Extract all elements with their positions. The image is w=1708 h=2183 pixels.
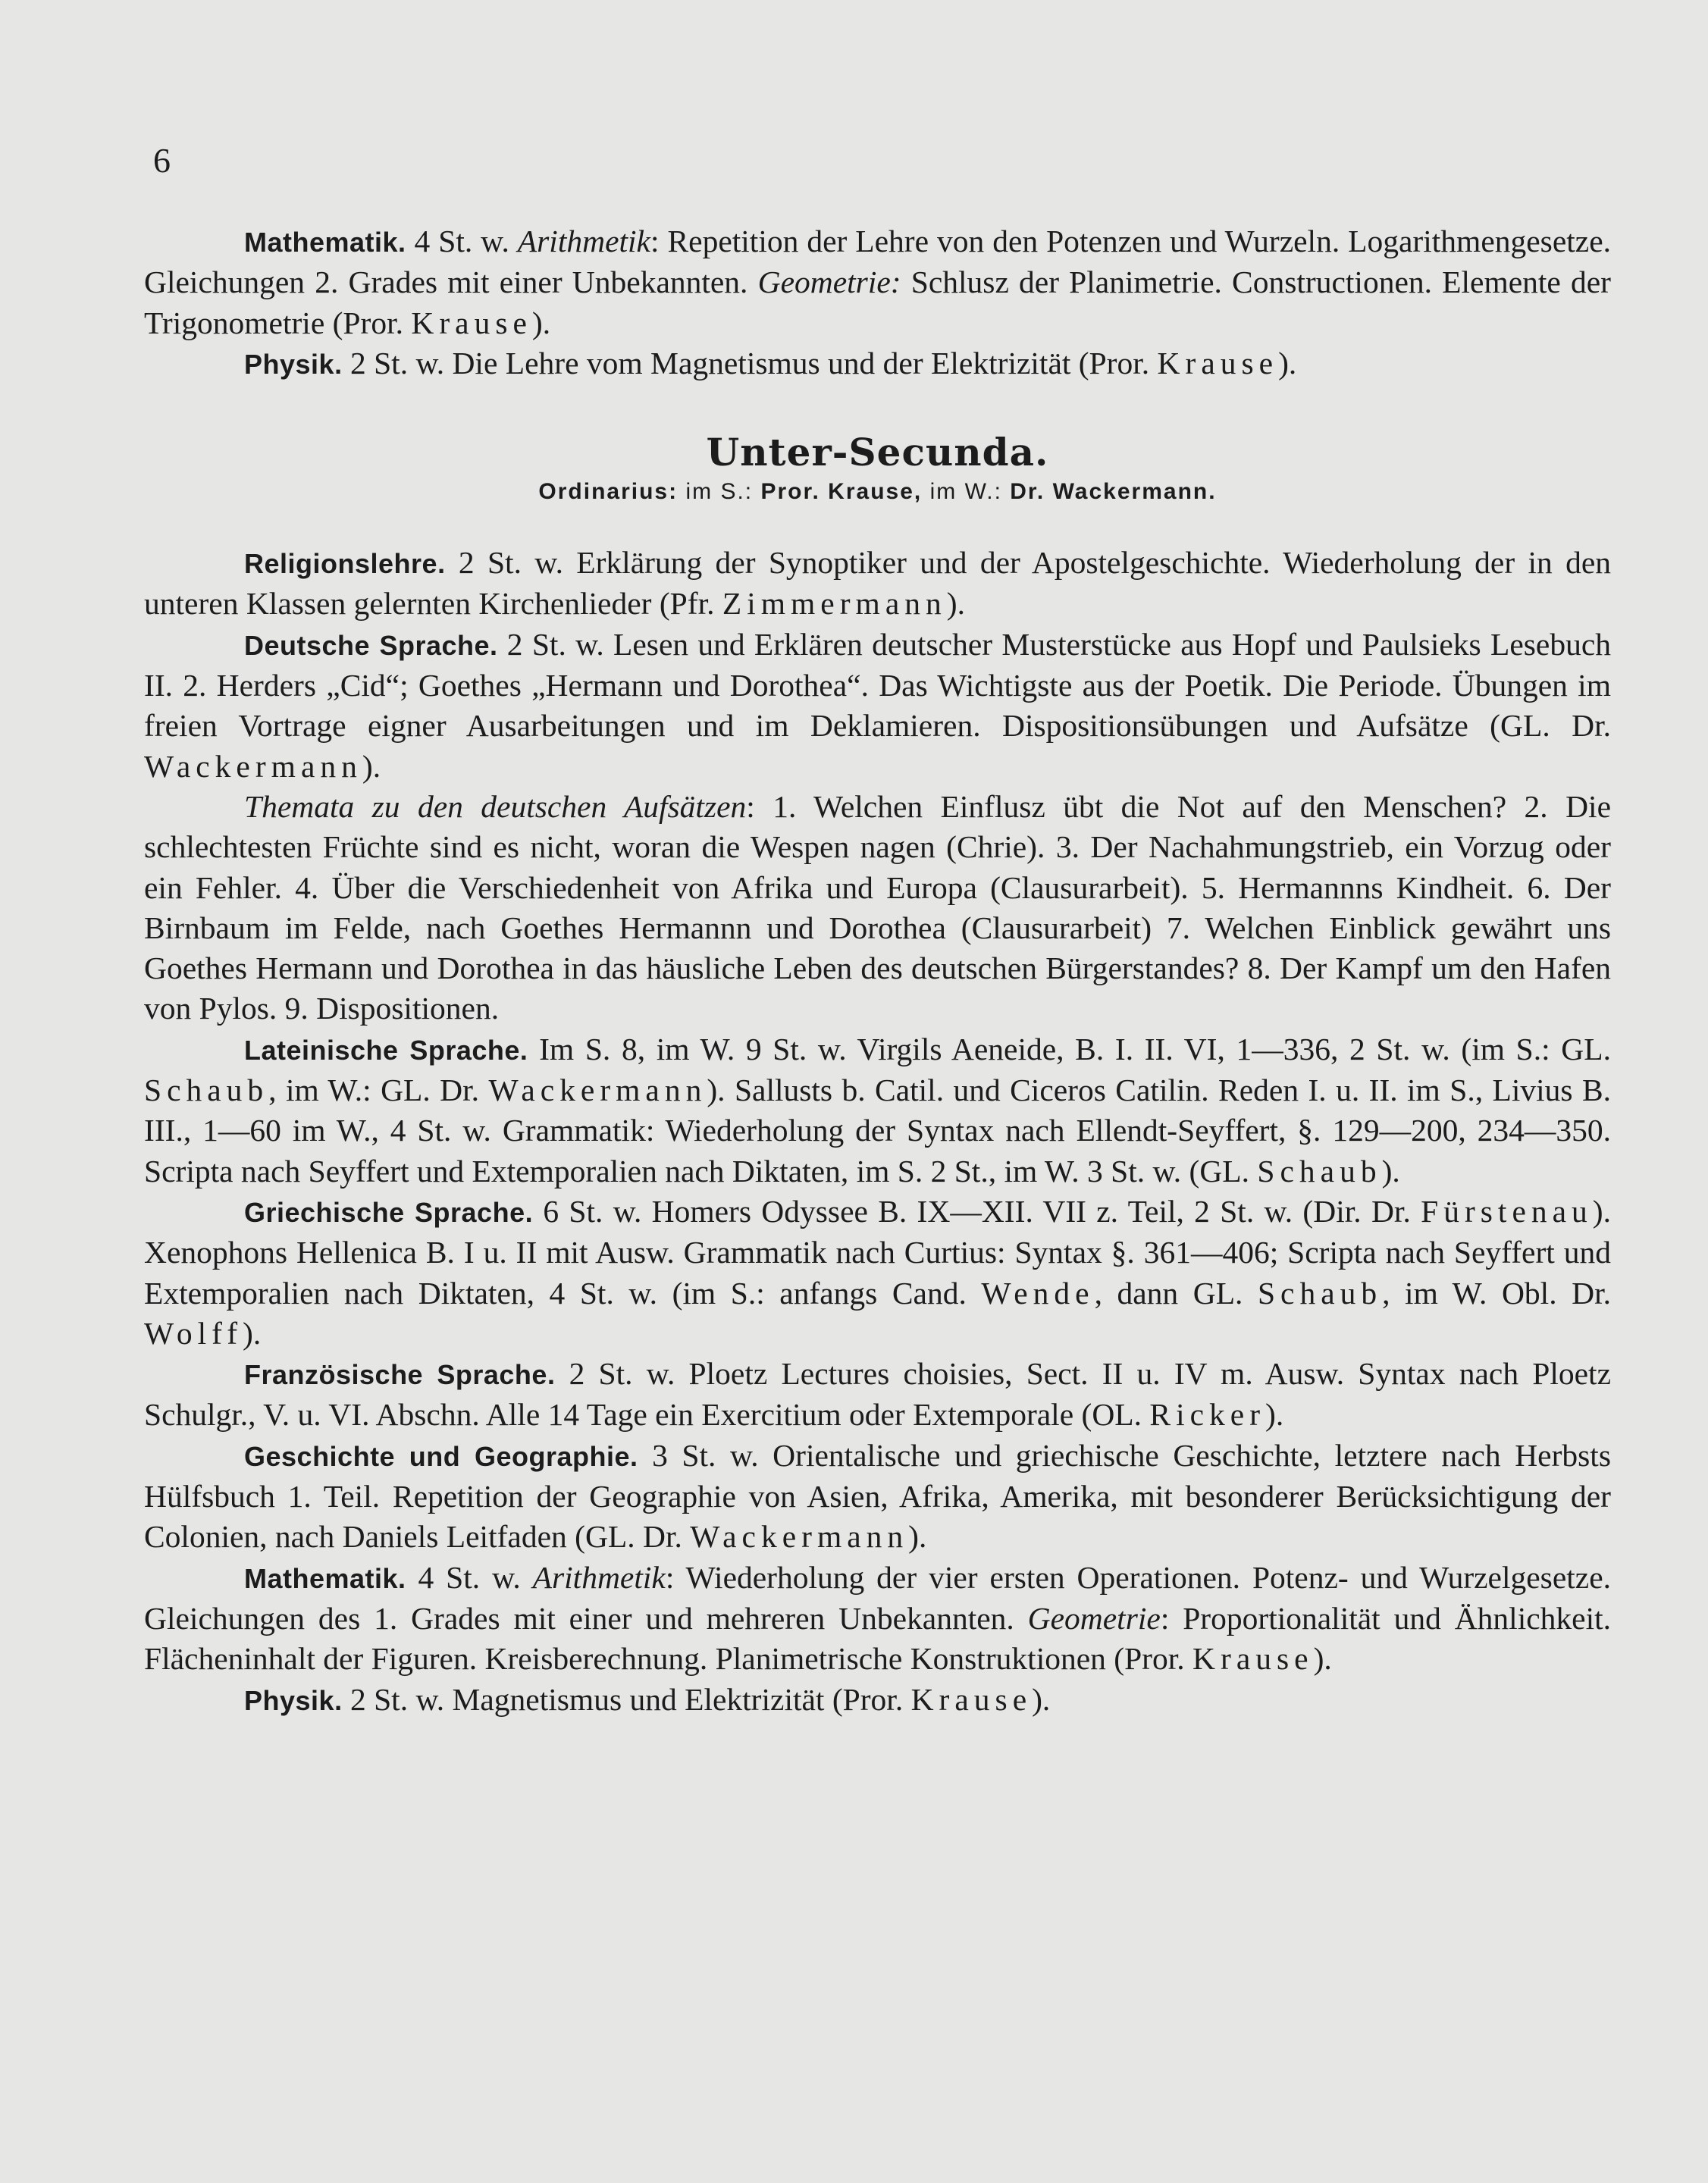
paragraph-lateinische-sprache: Lateinische Sprache. Im S. 8, im W. 9 St. w. Virgils Aeneide, B. I. II. VI, 1—336, 2 St. w. (im S.: GL. Schaub, im W.: GL. Dr. Wackermann). Sallusts b. Catil. und Ciceros Catilin. Reden I. u. II. im S., Livius B. III., 1—60 im W., 4 St. w. Grammatik: Wiederholung der Syntax nach Ellendt-Seyffert, §. 129—200, 234—350. Scripta nach Seyffert und Extemporalien nach Diktaten, im S. 2 St., im W. 3 St. w. (GL. Schaub). <box>144 1031 1612 1189</box>
subject-heading: Physik. <box>244 348 343 380</box>
teacher-name: Schaub <box>1257 1153 1382 1189</box>
paragraph-geschichte-geographie: Geschichte und Geographie. 3 St. w. Orientalische und griechische Geschichte, letztere nach Herbsts Hülfsbuch 1. Teil. Repetition der Geographie von Asien, Afrika, Amerika, mit besonderer Berücksichtigung der Colonien, nach Daniels Leitfaden (GL. Dr. Wackermann). <box>144 1437 1611 1555</box>
teacher-name: Schaub <box>144 1073 269 1108</box>
themata-label: Themata zu den deutschen Aufsätzen <box>244 788 747 824</box>
text-block <box>144 221 1611 1721</box>
subject-heading: Deutsche Sprache. <box>244 629 498 661</box>
teacher-name: Wackermann <box>488 1073 707 1108</box>
section-heading: Unter-Secunda. <box>706 430 1049 475</box>
paragraph-griechische-sprache: Griechische Sprache. 6 St. w. Homers Odyssee B. IX—XII. VII z. Teil, 2 St. w. (Dir. Dr. Fürstenau). Xenophons Hellenica B. I u. II mit Ausw. Grammatik nach Curtius: Syntax §. 361—406; Scripta nach Seyffert und Extemporalien nach Diktaten, 4 St. w. (im S.: anfangs Cand. Wende, dann GL. Schaub, im W. Obl. Dr. Wolff). <box>144 1193 1611 1351</box>
teacher-name: Ricker <box>1149 1397 1266 1433</box>
subject-heading: Physik. <box>244 1684 343 1716</box>
paragraph-religionslehre: Religionslehre. 2 St. w. Erklärung der Synoptiker und der Apostelgeschichte. Wiederholung der in den unteren Klassen gelernten Kirchenlieder (Pfr. Zimmermann). <box>144 545 1611 622</box>
paragraph-physik-untersecunda: Physik. 2 St. w. Magnetismus und Elektrizität (Pror. Krause). <box>244 1681 1051 1717</box>
paragraph-themata: Themata zu den deutschen Aufsätzen: 1. Welchen Einflusz übt die Not auf den Menschen? 2. Die schlechtesten Früchte sind es nicht, woran die Wespen nagen (Chrie). 3. Der Nachahmungstrieb, ein Vorzug oder ein Fehler. 4. Über die Verschiedenheit von Afrika und Europa (Clausurarbeit). 5. Hermannns Kindheit. 6. Der Birnbaum im Felde, nach Goethes Hermannn und Dorothea (Clausurarbeit) 7. Welchen Einblick gewährt uns Goethes Hermann und Dorothea in das häusliche Leben des deutschen Bürgerstandes? 8. Der Kampf um den Hafen von Pylos. 9. Dispositionen. <box>144 788 1611 1026</box>
subject-heading: Religionslehre. <box>244 548 446 580</box>
paragraph-franzoesische-sprache: Französische Sprache. 2 St. w. Ploetz Lectures choisies, Sect. II u. IV m. Ausw. Syntax nach Ploetz Schulgr., V. u. VI. Abschn. Alle 14 Tage ein Exercitium oder Extemporale (OL. Ricker). <box>144 1356 1611 1433</box>
paragraph-mathematik-obersecunda: Mathematik. 4 St. w. Arithmetik: Repetition der Lehre von den Potenzen und Wurzeln. Logarithmengesetze. Gleichungen 2. Grades mit einer Unbekannten. Geometrie: Schlusz der Planimetrie. Constructionen. Elemente der Trigonometrie (Pror. Krause). <box>144 224 1612 340</box>
teacher-name: Krause <box>411 305 532 340</box>
teacher-name: Wackermann <box>690 1519 909 1555</box>
teacher-name: Krause <box>1157 345 1279 381</box>
teacher-name: Schaub <box>1257 1275 1383 1311</box>
teacher-name: Krause <box>910 1681 1033 1717</box>
teacher-name: Wackermann <box>144 748 362 784</box>
subject-heading: Lateinische Sprache. <box>244 1034 528 1066</box>
subject-heading: Griechische Sprache. <box>244 1196 534 1228</box>
teacher-name: Wolff <box>144 1315 243 1351</box>
teacher-name: Zimmermann <box>722 586 947 622</box>
ordinarius-line: Ordinarius: im S.: Pror. Krause, im W.: Dr. Wackermann. <box>538 479 1217 505</box>
subject-heading: Geschichte und Geographie. <box>244 1440 638 1472</box>
paragraph-deutsche-sprache: Deutsche Sprache. 2 St. w. Lesen und Erklären deutscher Musterstücke aus Hopf und Paulsieks Lesebuch II. 2. Herders „Cid“; Goethes „Hermann und Dorothea“. Das Wichtigste aus der Poetik. Die Periode. Übungen im freien Vortrage eigner Ausarbeitungen und im Deklamieren. Dispositionsübungen und Aufsätze (GL. Dr. Wackermann). <box>144 626 1611 784</box>
subject-heading: Mathematik. <box>244 227 406 258</box>
subject-heading: Französische Sprache. <box>244 1359 556 1391</box>
subject-heading: Mathematik. <box>244 1562 406 1594</box>
teacher-name: Wende <box>981 1275 1095 1311</box>
paragraph-mathematik-untersecunda: Mathematik. 4 St. w. Arithmetik: Wiederholung der vier ersten Operationen. Potenz- und Wurzelgesetze. Gleichungen des 1. Grades mit einer und mehreren Unbekannten. Geometrie: Proportionalität und Ähnlichkeit. Flächeninhalt der Figuren. Kreisberechnung. Planimetrische Konstruktionen (Pror. Krause). <box>144 1559 1611 1677</box>
page-number: 6 <box>153 141 171 180</box>
teacher-name: Krause <box>1192 1641 1314 1677</box>
teacher-name: Fürstenau <box>1421 1193 1593 1229</box>
paragraph-physik-obersecunda: Physik. 2 St. w. Die Lehre vom Magnetismus und der Elektrizität (Pror. Krause). <box>244 345 1297 381</box>
